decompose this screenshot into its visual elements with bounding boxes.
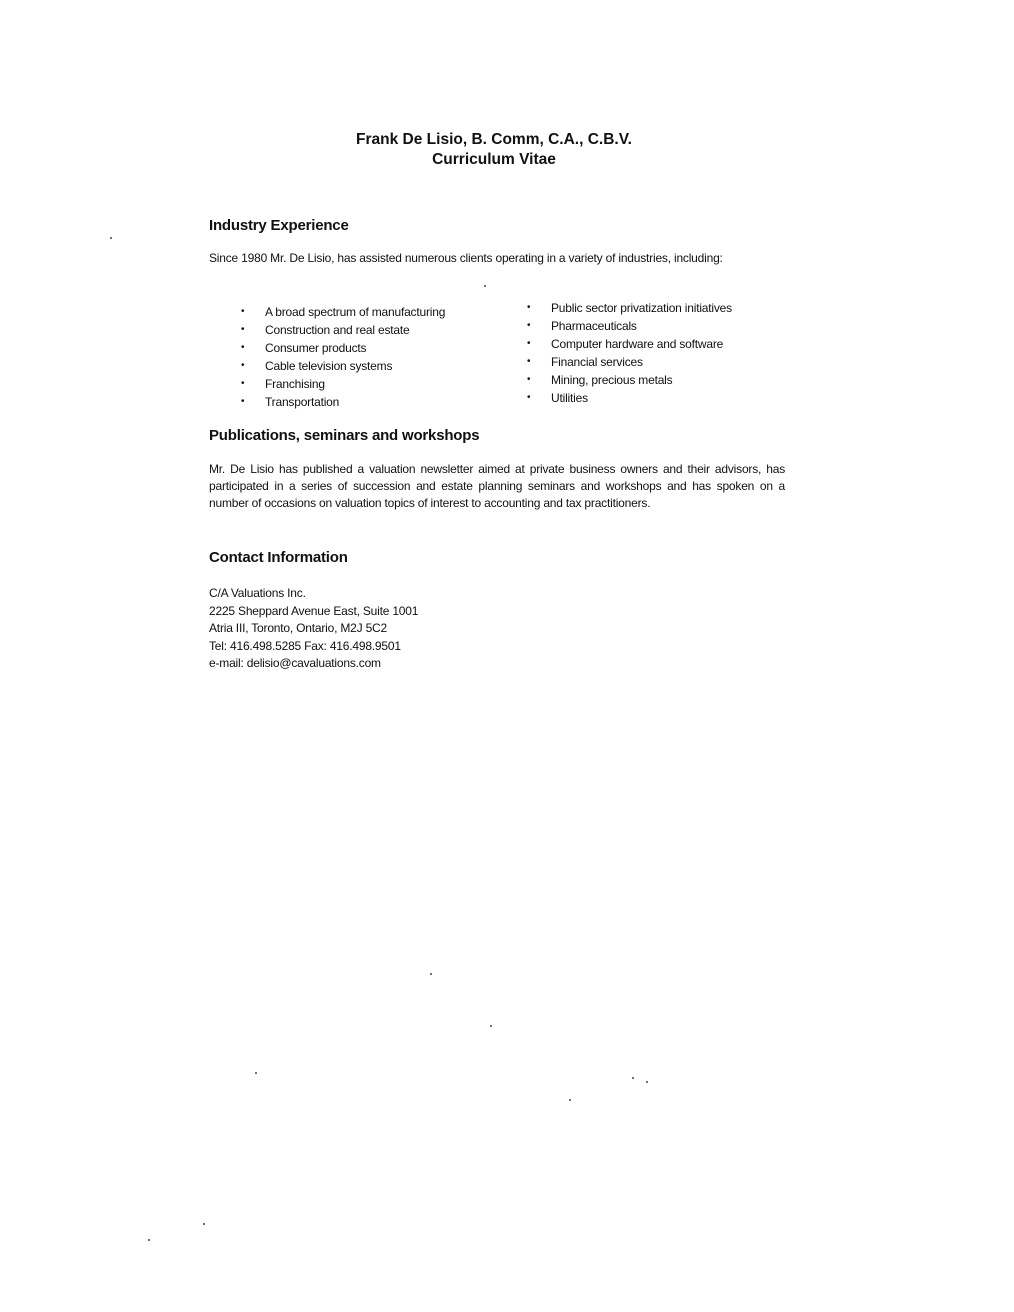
bullet-icon: • bbox=[241, 306, 245, 317]
contact-block bbox=[209, 585, 418, 673]
list-item: • Computer hardware and software bbox=[527, 337, 724, 351]
bullet-icon: • bbox=[527, 356, 531, 367]
publications-heading: Publications, seminars and workshops bbox=[209, 427, 480, 444]
list-item: • Utilities bbox=[527, 391, 588, 405]
cv-title: Curriculum Vitae bbox=[432, 151, 556, 168]
bullet-icon: • bbox=[241, 396, 245, 407]
bullet-icon: • bbox=[241, 324, 245, 335]
scan-speck bbox=[632, 1077, 634, 1079]
scan-speck bbox=[569, 1099, 571, 1101]
scan-speck bbox=[203, 1223, 205, 1225]
scan-speck bbox=[148, 1239, 150, 1241]
list-item: • A broad spectrum of manufacturing bbox=[241, 305, 446, 319]
bullet-icon: • bbox=[527, 374, 531, 385]
list-item: • Consumer products bbox=[241, 341, 367, 355]
contact-heading: Contact Information bbox=[209, 549, 348, 566]
industry-list-right bbox=[527, 299, 732, 407]
list-item: • Pharmaceuticals bbox=[527, 319, 637, 333]
phone-fax: Tel: 416.498.5285 Fax: 416.498.9501 bbox=[209, 638, 401, 653]
list-item: • Transportation bbox=[241, 395, 340, 409]
bullet-icon: • bbox=[527, 392, 531, 403]
bullet-icon: • bbox=[241, 342, 245, 353]
scan-speck bbox=[110, 237, 112, 239]
list-item: • Cable television systems bbox=[241, 359, 393, 373]
scan-speck bbox=[484, 285, 486, 287]
bullet-icon: • bbox=[527, 338, 531, 349]
bullet-icon: • bbox=[527, 302, 531, 313]
scan-speck bbox=[430, 973, 432, 975]
document-title bbox=[0, 130, 988, 170]
list-item: • Financial services bbox=[527, 355, 643, 369]
list-item: • Franchising bbox=[241, 377, 325, 391]
publications-body: Mr. De Lisio has published a valuation newsletter aimed at private business owners and their advisors, has participated in a series of succession and estate planning seminars and workshops and has spoken on a number of occasions on valuation topics of interest to accounting and tax practitioners. bbox=[209, 462, 785, 510]
industry-heading: Industry Experience bbox=[209, 217, 349, 234]
list-item: • Mining, precious metals bbox=[527, 373, 673, 387]
street-address: 2225 Sheppard Avenue East, Suite 1001 bbox=[209, 603, 419, 618]
city-address: Atria III, Toronto, Ontario, M2J 5C2 bbox=[209, 621, 387, 635]
industry-intro: Since 1980 Mr. De Lisio, has assisted numerous clients operating in a variety of industries, including: bbox=[209, 251, 723, 265]
name-line: Frank De Lisio, B. Comm, C.A., C.B.V. bbox=[356, 131, 632, 148]
scan-speck bbox=[646, 1081, 648, 1083]
company-name: C/A Valuations Inc. bbox=[209, 586, 306, 600]
email-address: e-mail: delisio@cavaluations.com bbox=[209, 656, 381, 670]
bullet-icon: • bbox=[241, 378, 245, 389]
list-item: • Public sector privatization initiatives bbox=[527, 301, 732, 315]
scan-speck bbox=[255, 1072, 257, 1074]
bullet-icon: • bbox=[241, 360, 245, 371]
list-item: • Construction and real estate bbox=[241, 323, 410, 337]
bullet-icon: • bbox=[527, 320, 531, 331]
industry-list-left bbox=[241, 303, 445, 411]
scan-speck bbox=[490, 1025, 492, 1027]
